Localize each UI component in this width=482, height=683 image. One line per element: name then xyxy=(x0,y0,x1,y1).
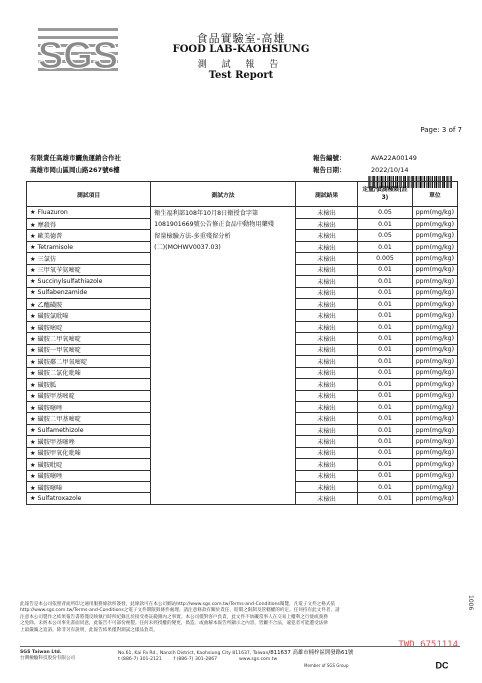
detection-limit: 0.01 xyxy=(358,493,412,505)
report-subtitle-en: Test Report xyxy=(208,70,274,81)
detection-limit: 0.01 xyxy=(358,299,412,310)
report-meta xyxy=(313,152,417,176)
unit: ppm(mg/kg) xyxy=(412,253,457,264)
test-result: 未檢出 xyxy=(295,379,357,390)
svg-text:DC: DC xyxy=(435,660,449,670)
test-result: 未檢出 xyxy=(295,287,357,298)
test-method: 1081901669號公告修正食品中動物用藥殘 xyxy=(151,218,296,229)
test-method xyxy=(151,299,296,310)
test-item: ★ 磺胺鄰二甲氧嘧啶 xyxy=(27,356,151,367)
footer-divider xyxy=(20,646,460,647)
test-method xyxy=(151,367,296,378)
dc-mark-icon xyxy=(435,660,449,670)
detection-limit: 0.005 xyxy=(358,253,412,264)
test-method xyxy=(151,401,296,412)
table-row xyxy=(27,390,458,401)
report-subtitle-cn: 測 試 報 告 xyxy=(197,60,285,70)
serial-number: TWD 6751114 xyxy=(398,640,458,650)
client-name: 有限責任高雄市鱺魚運銷合作社 xyxy=(30,154,121,162)
test-method xyxy=(151,253,296,264)
test-item: ★ 磺胺氯吡嗪 xyxy=(27,310,151,321)
test-result: 未檢出 xyxy=(295,344,357,355)
table-row xyxy=(27,379,458,390)
unit: ppm(mg/kg) xyxy=(412,459,457,470)
detection-limit: 0.05 xyxy=(358,230,412,241)
detection-limit: 0.01 xyxy=(358,264,412,275)
terms-line: 注意本公司製作之結果報告書將僅反映執行時所紀錄且於接受委託範圍內之事實。本公司僅對客戶負責，此文件不妨礙當事人在交易上權利之行使或義務 xyxy=(20,614,328,620)
table-row xyxy=(27,482,458,493)
address-block xyxy=(118,650,353,669)
test-method: 留量檢驗方法-多重殘留分析 xyxy=(151,230,296,241)
detection-limit: 0.01 xyxy=(358,321,412,332)
test-result: 未檢出 xyxy=(295,241,357,252)
unit: ppm(mg/kg) xyxy=(412,401,457,412)
detection-limit: 0.01 xyxy=(358,367,412,378)
test-method xyxy=(151,310,296,321)
test-method xyxy=(151,436,296,447)
terms-line: 之免除。未經本公司事先書面同意，此報告不可部份複製。任何未經授權的變更、偽造、或曲解本報告所顯示之內容，皆屬不合法，違犯者可能遭受法律 xyxy=(20,621,328,627)
unit: ppm(mg/kg) xyxy=(412,379,457,390)
detection-limit: 0.01 xyxy=(358,356,412,367)
test-method xyxy=(151,356,296,367)
test-result: 未檢出 xyxy=(295,321,357,332)
test-method xyxy=(151,333,296,344)
table-row xyxy=(27,241,458,252)
client-address: 高雄市岡山區岡山路267號6樓 xyxy=(30,166,120,174)
unit: ppm(mg/kg) xyxy=(412,299,457,310)
test-result: 未檢出 xyxy=(295,459,357,470)
unit: ppm(mg/kg) xyxy=(412,356,457,367)
detection-limit: 0.01 xyxy=(358,287,412,298)
detection-limit: 0.01 xyxy=(358,241,412,252)
test-method xyxy=(151,424,296,435)
client-block xyxy=(30,152,121,176)
test-result: 未檢出 xyxy=(295,253,357,264)
test-method xyxy=(151,344,296,355)
test-method xyxy=(151,493,296,505)
table-row xyxy=(27,264,458,275)
unit: ppm(mg/kg) xyxy=(412,333,457,344)
detection-limit: 0.01 xyxy=(358,459,412,470)
unit: ppm(mg/kg) xyxy=(412,470,457,481)
detection-limit: 0.01 xyxy=(358,390,412,401)
test-method: 衛生福利部108年10月8日衛授食字第 xyxy=(151,207,296,219)
table-row xyxy=(27,218,458,229)
detection-limit: 0.01 xyxy=(358,344,412,355)
lab-title-en: FOOD LAB-KAOHSIUNG xyxy=(172,44,310,55)
test-result: 未檢出 xyxy=(295,493,357,505)
test-item: ★ 磺胺二甲氧嘧啶 xyxy=(27,333,151,344)
test-method xyxy=(151,321,296,332)
unit: ppm(mg/kg) xyxy=(412,367,457,378)
table-row xyxy=(27,253,458,264)
test-item: ★ 乙醯磺胺 xyxy=(27,299,151,310)
test-result: 未檢出 xyxy=(295,413,357,424)
table-row xyxy=(27,493,458,505)
test-item: ★ 摩殺得 xyxy=(27,218,151,229)
unit: ppm(mg/kg) xyxy=(412,276,457,287)
unit: ppm(mg/kg) xyxy=(412,447,457,458)
table-row xyxy=(27,287,458,298)
test-method xyxy=(151,459,296,470)
test-item: ★ Tetramisole xyxy=(27,241,151,252)
test-result: 未檢出 xyxy=(295,333,357,344)
table-row xyxy=(27,470,458,481)
table-row xyxy=(27,459,458,470)
report-number-label: 報告編號： xyxy=(313,154,346,162)
company-cn: 台灣檢驗科技股份有限公司 xyxy=(20,656,76,661)
address-en: No.61, Kai Fa Rd., Nanzih District, Kaohsiung City 811637, Taiwan xyxy=(118,651,269,656)
table-row xyxy=(27,321,458,332)
terms-line: 上最嚴厲之追訴。除非另有說明，此報告結果僅對測試之樣品負責。 xyxy=(20,627,158,633)
test-result: 未檢出 xyxy=(295,447,357,458)
detection-limit: 0.01 xyxy=(358,424,412,435)
test-item: ★ 磺胺二氯化吡嗪 xyxy=(27,367,151,378)
test-result: 未檢出 xyxy=(295,218,357,229)
test-item: ★ Sulfamethizole xyxy=(27,424,151,435)
table-row xyxy=(27,207,458,219)
test-item: ★ Sulfabenzamide xyxy=(27,287,151,298)
table-row xyxy=(27,299,458,310)
col-header-result: 測試結果 xyxy=(295,182,357,207)
test-result: 未檢出 xyxy=(295,436,357,447)
col-header-unit: 單位 xyxy=(412,182,457,207)
test-result: 未檢出 xyxy=(295,356,357,367)
table-row xyxy=(27,344,458,355)
test-item: ★ 三氯仿 xyxy=(27,253,151,264)
tel: t (886-7) 301-2121 xyxy=(118,657,162,662)
table-row xyxy=(27,356,458,367)
unit: ppm(mg/kg) xyxy=(412,344,457,355)
results-table xyxy=(26,181,458,505)
test-item: ★ 磺胺胍 xyxy=(27,379,151,390)
table-row xyxy=(27,367,458,378)
test-result: 未檢出 xyxy=(295,470,357,481)
test-item: ★ 磺胺一甲氧嘧啶 xyxy=(27,344,151,355)
unit: ppm(mg/kg) xyxy=(412,207,457,219)
test-result: 未檢出 xyxy=(295,299,357,310)
col-header-limit: 定量/偵測極限(註3) xyxy=(358,182,412,207)
report-date-label: 報告日期： xyxy=(313,166,346,174)
unit: ppm(mg/kg) xyxy=(412,230,457,241)
test-item: ★ 磺胺吡啶 xyxy=(27,459,151,470)
detection-limit: 0.01 xyxy=(358,447,412,458)
test-item: ★ 磺胺甲氧化吡嗪 xyxy=(27,447,151,458)
detection-limit: 0.01 xyxy=(358,413,412,424)
test-item: ★ Sulfatroxazole xyxy=(27,493,151,505)
detection-limit: 0.05 xyxy=(358,207,412,219)
table-row xyxy=(27,333,458,344)
test-method xyxy=(151,447,296,458)
test-result: 未檢出 xyxy=(295,390,357,401)
test-result: 未檢出 xyxy=(295,264,357,275)
unit: ppm(mg/kg) xyxy=(412,493,457,505)
detection-limit: 0.01 xyxy=(358,276,412,287)
test-item: ★ 磺胺嘧啶 xyxy=(27,321,151,332)
table-row xyxy=(27,413,458,424)
table-row xyxy=(27,424,458,435)
test-method xyxy=(151,470,296,481)
test-result: 未檢出 xyxy=(295,401,357,412)
detection-limit: 0.01 xyxy=(358,218,412,229)
address-cn: /811637 高雄市楠梓區開發路61號 xyxy=(268,650,354,656)
test-result: 未檢出 xyxy=(295,367,357,378)
website: www.sgs.com.tw xyxy=(238,657,278,662)
terms-line: http://www.sgs.com.tw/Terms-and-Conditions之電子文件期限與條件處理。請注意條款有關於責任、賠償之限制及管轄權的約定。任何持有此文件者，請 xyxy=(20,608,340,614)
test-item: ★ 歐美德普 xyxy=(27,230,151,241)
test-result: 未檢出 xyxy=(295,424,357,435)
report-date: 2022/10/14 xyxy=(371,166,409,174)
test-item: ★ 磺胺甲基噻唑 xyxy=(27,436,151,447)
detection-limit: 0.01 xyxy=(358,310,412,321)
detection-limit: 0.01 xyxy=(358,436,412,447)
test-method xyxy=(151,482,296,493)
unit: ppm(mg/kg) xyxy=(412,436,457,447)
detection-limit: 0.01 xyxy=(358,482,412,493)
test-result: 未檢出 xyxy=(295,310,357,321)
member-group: Member of SGS Group xyxy=(304,663,349,668)
side-code: 1006 xyxy=(467,595,474,611)
unit: ppm(mg/kg) xyxy=(412,390,457,401)
test-item: ★ 磺胺甲基嘧啶 xyxy=(27,390,151,401)
test-item: ★ Succinylsulfathiazole xyxy=(27,276,151,287)
table-row xyxy=(27,276,458,287)
fax: f (886-7) 301-2867 xyxy=(173,657,218,662)
detection-limit: 0.01 xyxy=(358,470,412,481)
company-block xyxy=(20,650,75,662)
test-result: 未檢出 xyxy=(295,230,357,241)
test-item: ★ 三甲氧苄氨嘧啶 xyxy=(27,264,151,275)
test-method xyxy=(151,264,296,275)
unit: ppm(mg/kg) xyxy=(412,287,457,298)
terms-line: 此報告是本公司依照背面所印之通用服務條款所簽發，此條款可在本公司網站http://www.sgs.com.tw/Terms-and-Conditions閱覽，凡電子文件之格式依 xyxy=(20,602,336,607)
terms-notice xyxy=(20,602,460,634)
svg-text:SGS: SGS xyxy=(38,35,118,74)
unit: ppm(mg/kg) xyxy=(412,424,457,435)
test-method xyxy=(151,413,296,424)
test-item: ★ Fluazuron xyxy=(27,207,151,219)
unit: ppm(mg/kg) xyxy=(412,413,457,424)
table-row xyxy=(27,436,458,447)
test-method xyxy=(151,390,296,401)
detection-limit: 0.01 xyxy=(358,333,412,344)
unit: ppm(mg/kg) xyxy=(412,241,457,252)
company-en: SGS Taiwan Ltd. xyxy=(20,650,62,655)
table-row xyxy=(27,310,458,321)
test-method xyxy=(151,276,296,287)
table-row xyxy=(27,401,458,412)
test-result: 未檢出 xyxy=(295,482,357,493)
test-method xyxy=(151,287,296,298)
col-header-item: 測試項目 xyxy=(27,182,151,207)
test-method: (二)(MOHWV0037.03) xyxy=(151,241,296,252)
unit: ppm(mg/kg) xyxy=(412,218,457,229)
report-number: AVA22A00149 xyxy=(371,154,417,162)
table-header-row xyxy=(27,182,458,207)
page-indicator: Page: 3 of 7 xyxy=(420,126,462,134)
table-row xyxy=(27,230,458,241)
test-result: 未檢出 xyxy=(295,276,357,287)
detection-limit: 0.01 xyxy=(358,379,412,390)
unit: ppm(mg/kg) xyxy=(412,264,457,275)
detection-limit: 0.01 xyxy=(358,401,412,412)
lab-title-cn: 食品實驗室-高雄 xyxy=(196,32,286,45)
test-result: 未檢出 xyxy=(295,207,357,219)
test-item: ★ 磺胺噻唑 xyxy=(27,470,151,481)
col-header-method: 測試方法 xyxy=(151,182,296,207)
unit: ppm(mg/kg) xyxy=(412,482,457,493)
table-row xyxy=(27,447,458,458)
test-item: ★ 磺胺噻嗪 xyxy=(27,482,151,493)
test-item: ★ 磺胺噻唑 xyxy=(27,401,151,412)
unit: ppm(mg/kg) xyxy=(412,321,457,332)
unit: ppm(mg/kg) xyxy=(412,310,457,321)
test-method xyxy=(151,379,296,390)
test-item: ★ 磺胺二甲基嘧啶 xyxy=(27,413,151,424)
